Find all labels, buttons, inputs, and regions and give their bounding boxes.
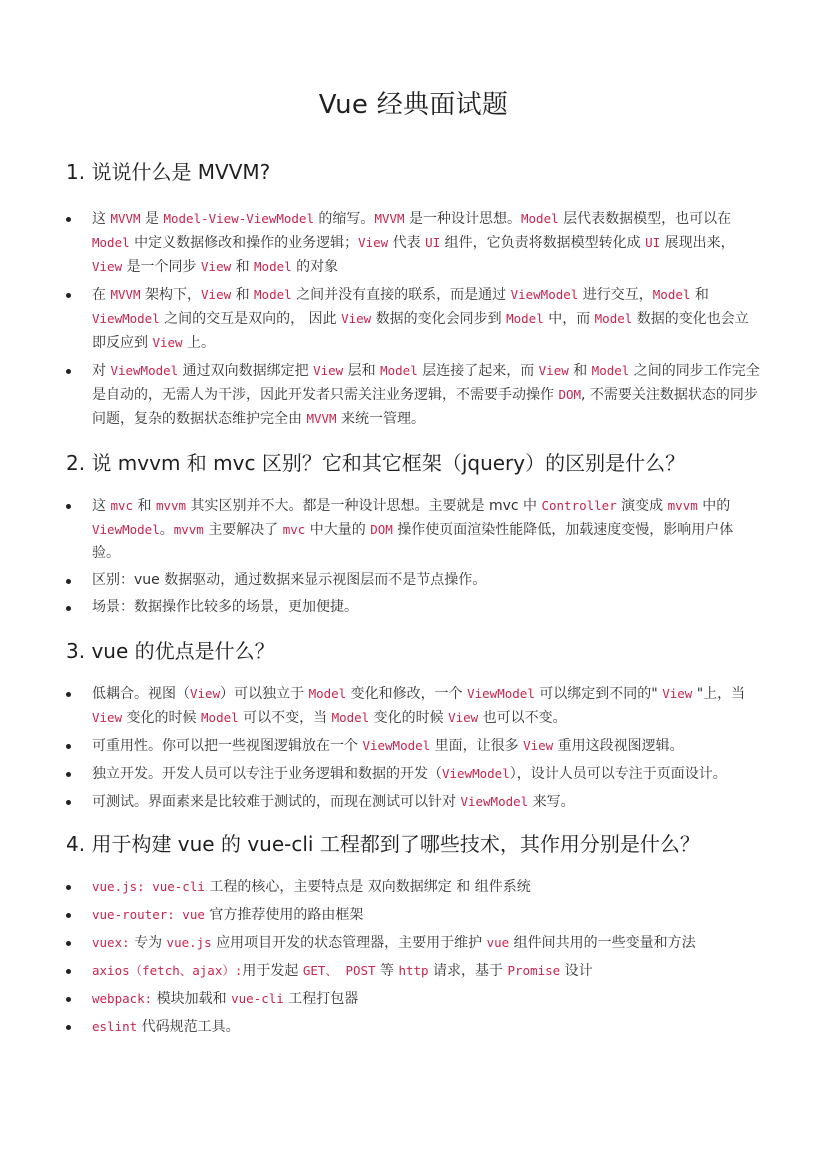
item-text: 等 (375, 963, 399, 979)
inline-code: mvc (282, 522, 306, 537)
item-text: 中定义数据修改和操作的业务逻辑； (129, 235, 359, 251)
inline-code: View (538, 363, 569, 378)
inline-code: View (201, 287, 232, 302)
item-text: 是 (140, 211, 164, 227)
inline-code: ViewModel (442, 766, 510, 781)
item-text: 主要解决了 (203, 522, 283, 538)
inline-code: UI (645, 235, 661, 250)
inline-code: vuex: (92, 935, 130, 950)
list-item (66, 494, 761, 565)
item-text: 这 (92, 498, 111, 514)
item-text: 可测试。界面素来是比较难于测试的，而现在测试可以针对 (92, 794, 461, 810)
section-heading-1: 1. 说说什么是 MVVM? (66, 160, 271, 184)
section-list-2 (66, 494, 761, 619)
item-text: 中大量的 (305, 522, 371, 538)
list-item (66, 931, 761, 955)
item-text: 组件间共用的一些变量和方法 (509, 935, 696, 951)
item-text: 操作使页面渲染性能降低，加载速度变慢，影响用户体验。 (92, 522, 734, 561)
inline-code: ViewModel (92, 522, 160, 537)
list-item (66, 987, 761, 1011)
inline-code: Model-View-ViewModel (163, 211, 314, 226)
list-item (66, 734, 761, 758)
inline-code: View (358, 235, 389, 250)
list-item (66, 569, 761, 592)
item-text: 演变成 (616, 498, 668, 514)
item-text: 上。 (182, 335, 216, 351)
item-text: 场景：数据操作比较多的场景，更加便捷。 (92, 599, 358, 615)
item-text: "上，当 (692, 686, 746, 702)
item-text: ）可以独立于 (220, 686, 309, 702)
section-heading-4: 4. 用于构建 vue 的 vue-cli 工程都到了哪些技术，其作用分别是什么？ (66, 832, 700, 856)
inline-code: ViewModel (467, 686, 535, 701)
item-text: 这 (92, 211, 111, 227)
inline-code: Model (591, 363, 630, 378)
item-text: 里面，让很多 (430, 738, 524, 754)
inline-code: webpack: (92, 991, 153, 1006)
inline-code: vue (486, 935, 510, 950)
item-text: 设计 (560, 963, 593, 979)
item-text: 用于发起 (242, 963, 303, 979)
item-text: 来写。 (528, 794, 575, 810)
list-item (66, 682, 761, 730)
item-text: 可重用性。你可以把一些视图逻辑放在一个 (92, 738, 363, 754)
item-text: 和 (231, 287, 255, 303)
list-item (66, 1015, 761, 1039)
item-text: 变化的时候 (369, 710, 449, 726)
item-text: 可以绑定到不同的" (534, 686, 663, 702)
inline-code: Model (652, 287, 691, 302)
inline-code: vue.js: vue-cli (92, 879, 205, 894)
inline-code: MVVM (374, 211, 405, 226)
item-text: 的对象 (291, 259, 339, 275)
inline-code: Model (254, 287, 292, 302)
item-text: 数据的变化会同步到 (371, 311, 507, 327)
section-list-1 (66, 207, 761, 431)
item-text: 其实区别并不大。都是一种设计思想。主要就是 mvc 中 (186, 498, 542, 514)
item-text: 和 (690, 287, 709, 303)
inline-code: DOM (558, 387, 582, 402)
list-item (66, 283, 761, 355)
inline-code: vue-cli (231, 991, 284, 1006)
list-item (66, 207, 761, 279)
section-heading-2: 2. 说 mvvm 和 mvc 区别？它和其它框架（jquery）的区别是什么？ (66, 451, 686, 475)
inline-code: Controller (541, 498, 617, 513)
item-text: 通过双向数据绑定把 (178, 363, 314, 379)
item-text: 可以不变，当 (238, 710, 332, 726)
item-text: 层连接了起来，而 (417, 363, 539, 379)
item-text: 之间的同步工作完全是自动的，无需人为干涉，因此开发者只需关注业务逻辑，不需要手动操作 (92, 363, 760, 403)
inline-code: Model (254, 259, 292, 274)
inline-code: View (523, 738, 554, 753)
item-text: 进行交互， (578, 287, 653, 303)
inline-code: MVVM (110, 287, 141, 302)
inline-code: Model (594, 311, 633, 326)
item-text: 官方推荐使用的路由框架 (204, 907, 364, 923)
list-item (66, 762, 761, 786)
inline-code: axios（fetch、ajax）: (92, 963, 243, 978)
item-text: 。 (159, 522, 174, 538)
inline-code: eslint (92, 1019, 138, 1034)
item-text: 数据的变化也会立即反应到 (92, 311, 749, 351)
inline-code: DOM (370, 522, 393, 537)
item-text: 的缩写。 (313, 211, 375, 227)
item-text: 之间的交互是双向的， 因此 (159, 311, 342, 327)
item-text: 架构下， (140, 287, 202, 303)
list-item (66, 959, 761, 983)
inline-code: MVVM (110, 211, 141, 226)
item-text: 工程打包器 (283, 991, 359, 1007)
inline-code: mvvm (173, 522, 204, 537)
item-text: 请求，基于 (428, 963, 508, 979)
item-text: 应用项目开发的状态管理器，主要用于维护 (211, 935, 487, 951)
inline-code: View (341, 311, 372, 326)
list-item (66, 790, 761, 814)
inline-code: vue.js (166, 935, 212, 950)
inline-code: GET、 POST (302, 963, 376, 978)
item-text: 之间并没有直接的联系，而是通过 (291, 287, 511, 303)
inline-code: ViewModel (110, 363, 179, 378)
section-heading-3: 3. vue 的优点是什么？ (66, 639, 275, 663)
inline-code: View (152, 335, 183, 350)
inline-code: View (190, 686, 221, 701)
inline-code: http (398, 963, 429, 978)
page-title: Vue 经典面试题 (318, 90, 509, 120)
item-text: 变化的时候 (122, 710, 202, 726)
item-text: 独立开发。开发人员可以专注于业务逻辑和数据的开发（ (92, 766, 442, 782)
inline-code: View (92, 710, 123, 725)
item-text: ），设计人员可以专注于页面设计。 (509, 766, 727, 782)
inline-code: vue-router: vue (92, 907, 205, 922)
inline-code: Model (308, 686, 347, 701)
inline-code: Model (92, 235, 130, 250)
inline-code: View (313, 363, 344, 378)
list-item (66, 359, 761, 431)
item-text: 区别：vue 数据驱动，通过数据来显示视图层而不是节点操作。 (92, 572, 487, 588)
item-text: 代表 (388, 235, 426, 251)
inline-code: Model (521, 211, 559, 226)
item-text: 和 (568, 363, 592, 379)
inline-code: mvc (110, 498, 134, 513)
inline-code: Model (380, 363, 418, 378)
inline-code: Model (506, 311, 544, 326)
list-item (66, 875, 761, 899)
item-text: 层代表数据模型，也可以在 (558, 211, 732, 227)
inline-code: ViewModel (362, 738, 431, 753)
inline-code: MVVM (306, 411, 337, 426)
item-text: 和 (133, 498, 156, 514)
item-text: 来统一管理。 (336, 411, 426, 427)
inline-code: View (201, 259, 232, 274)
section-list-3 (66, 682, 761, 814)
item-text: 中的 (697, 498, 731, 514)
item-text: 是一个同步 (122, 259, 202, 275)
item-text: 展现出来， (660, 235, 735, 251)
inline-code: mvvm (155, 498, 187, 513)
item-text: 在 (92, 287, 111, 303)
inline-code: Model (331, 710, 370, 725)
inline-code: Promise (507, 963, 561, 978)
item-text: 低耦合。视图（ (92, 686, 190, 702)
item-text: 重用这段视图逻辑。 (553, 738, 684, 754)
list-item (66, 596, 761, 619)
item-text: 层和 (343, 363, 381, 379)
item-text: 中，而 (543, 311, 595, 327)
item-text: 和 (231, 259, 255, 275)
inline-code: Model (201, 710, 239, 725)
inline-code: mvvm (667, 498, 698, 513)
item-text: 变化和修改，一个 (346, 686, 468, 702)
list-item (66, 903, 761, 927)
inline-code: View (662, 686, 693, 701)
item-text: 组件，它负责将数据模型转化成 (440, 235, 646, 251)
inline-code: View (448, 710, 479, 725)
inline-code: ViewModel (460, 794, 529, 809)
inline-code: ViewModel (510, 287, 579, 302)
item-text: 是一种设计思想。 (404, 211, 521, 227)
item-text: 对 (92, 363, 111, 379)
inline-code: UI (425, 235, 441, 250)
inline-code: View (92, 259, 123, 274)
item-text: 模块加载和 (152, 991, 232, 1007)
item-text: 专为 (129, 935, 167, 951)
item-text: , 不需要关注数据状态的同步问题，复杂的数据状态维护完全由 (92, 387, 758, 427)
item-text: 也可以不变。 (478, 710, 567, 726)
item-text: 工程的核心，主要特点是 双向数据绑定 和 组件系统 (204, 879, 531, 895)
section-list-4 (66, 875, 761, 1039)
inline-code: ViewModel (92, 311, 160, 326)
item-text: 代码规范工具。 (137, 1019, 240, 1035)
